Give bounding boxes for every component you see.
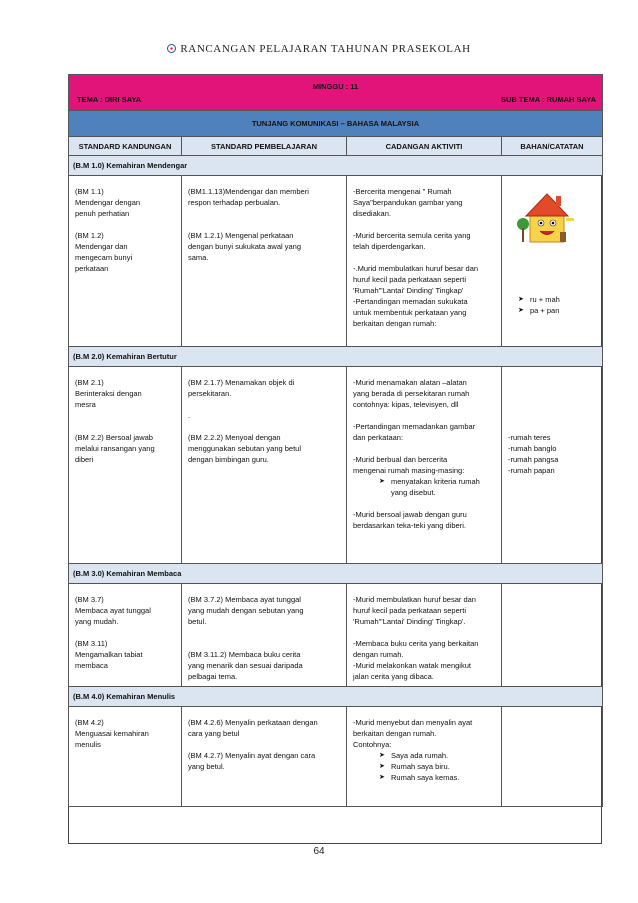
page-header [0, 43, 638, 55]
section-title: (B.M 4.0) Kemahiran Menulis [69, 687, 603, 707]
aktiviti-cell: -Murid membulatkan huruf besar dan huruf kecil pada perkataan seperti 'Rumah"'Lantai' Dinding' Tingkap'. -Membaca buku cerita yang berkaitan dengan rumah. -Murid melakonkan watak mengikut jalan cerita yang dibaca. [347, 584, 502, 687]
pembelajaran-cell: (BM 2.1.7) Menamakan objek di persekitaran. . (BM 2.2.2) Menyoal dengan menggunakan sebutan yang betul dengan bimbingan guru. [182, 367, 347, 564]
kandungan-cell: (BM 3.7) Membaca ayat tunggal yang mudah. (BM 3.11) Mengamalkan tabiat membaca [69, 584, 182, 687]
pembelajaran-cell: (BM 4.2.6) Menyalin perkataan dengan cara yang betul (BM 4.2.7) Menyalin ayat dengan cara yang betul. [182, 707, 347, 807]
week-theme-banner [69, 75, 603, 111]
aktiviti-bullet: ➤ Saya ada rumah. [379, 750, 497, 761]
aktiviti-cell: -Murid menyebut dan menyalin ayat berkaitan dengan rumah. Contohnya: ➤ Saya ada rumah. ➤ Rumah saya biru. ➤ Rumah saya kemas. [347, 707, 502, 807]
bahan-bullet: ➤ pa + pan [518, 305, 560, 316]
pembelajaran-cell: (BM1.1.13)Mendengar dan memberi respon terhadap perbualan. (BM 1.2.1) Mengenal perkataan dengan bunyi sukukata awal yang sama. [182, 176, 347, 347]
week-label: MINGGU : 11 [312, 82, 359, 91]
aktiviti-cell: -Murid menamakan alatan –alatan yang berada di persekitaran rumah contohnya: kipas, televisyen, dll -Pertandingan memadankan gambar dan perkataan: -Murid berbual dan bercerita mengenai rumah masing-masing: ➤ menyatakan kriteria rumah yang disebut. -Murid bersoal jawab dengan guru berdasarkan teka-teki yang diberi. [347, 367, 502, 564]
section-title: (B.M 1.0) Kemahiran Mendengar [69, 156, 603, 176]
tunjang-heading: TUNJANG KOMUNIKASI – BAHASA MALAYSIA [69, 111, 603, 137]
bahan-cell [502, 176, 603, 347]
section-title: (B.M 2.0) Kemahiran Bertutur [69, 347, 603, 367]
kandungan-cell: (BM 2.1) Berinteraksi dengan mesra (BM 2.2) Bersoal jawab melalui ransangan yang diberi [69, 367, 182, 564]
subtheme-label: SUB TEMA : RUMAH SAYA [500, 95, 596, 104]
pembelajaran-cell: (BM 3.7.2) Membaca ayat tunggal yang mudah dengan sebutan yang betul. (BM 3.11.2) Membaca buku cerita yang menarik dan sesuai daripada pelbagai tema. [182, 584, 347, 687]
kandungan-cell: (BM 1.1) Mendengar dengan penuh perhatian (BM 1.2) Mendengar dan mengecam bunyi perkataan [69, 176, 182, 347]
page-number: 64 [313, 846, 325, 857]
header-title: RANCANGAN PELAJARAN TAHUNAN PRASEKOLAH [180, 43, 471, 55]
theme-label: TEMA : DIRI SAYA [77, 95, 142, 104]
kandungan-cell: (BM 4.2) Menguasai kemahiran menulis [69, 707, 182, 807]
col-header-aktiviti: CADANGAN AKTIVITI [347, 137, 502, 156]
aktiviti-bullet: ➤ Rumah saya biru. [379, 761, 497, 772]
col-header-pembelajaran: STANDARD PEMBELAJARAN [182, 137, 347, 156]
aktiviti-bullet: ➤ Rumah saya kemas. [379, 772, 497, 783]
bahan-cell: -rumah teres -rumah banglo -rumah pangsa -rumah papan [502, 367, 603, 564]
bahan-bullet: ➤ ru + mah [518, 294, 560, 305]
col-header-bahan: BAHAN/CATATAN [502, 137, 603, 156]
section-title: (B.M 3.0) Kemahiran Membaca [69, 564, 603, 584]
lesson-plan-table [68, 74, 603, 807]
col-header-kandungan: STANDARD KANDUNGAN [69, 137, 182, 156]
bahan-cell [502, 707, 603, 807]
house-cartoon-icon [516, 188, 578, 250]
ministry-logo-icon [167, 44, 176, 53]
aktiviti-bullet: ➤ menyatakan kriteria rumah [379, 476, 497, 487]
bahan-cell [502, 584, 603, 687]
aktiviti-cell: -Bercerita mengenai " Rumah Saya"berpandukan gambar yang disediakan. -Murid bercerita semula cerita yang telah diperdengarkan. -.Murid membulatkan huruf besar dan huruf kecil pada perkataan seperti 'Rumah"'Lantai' Dinding' Tingkap' -Pertandingan memadan sukukata untuk membentuk perkataan yang berkaitan dengan rumah: [347, 176, 502, 347]
